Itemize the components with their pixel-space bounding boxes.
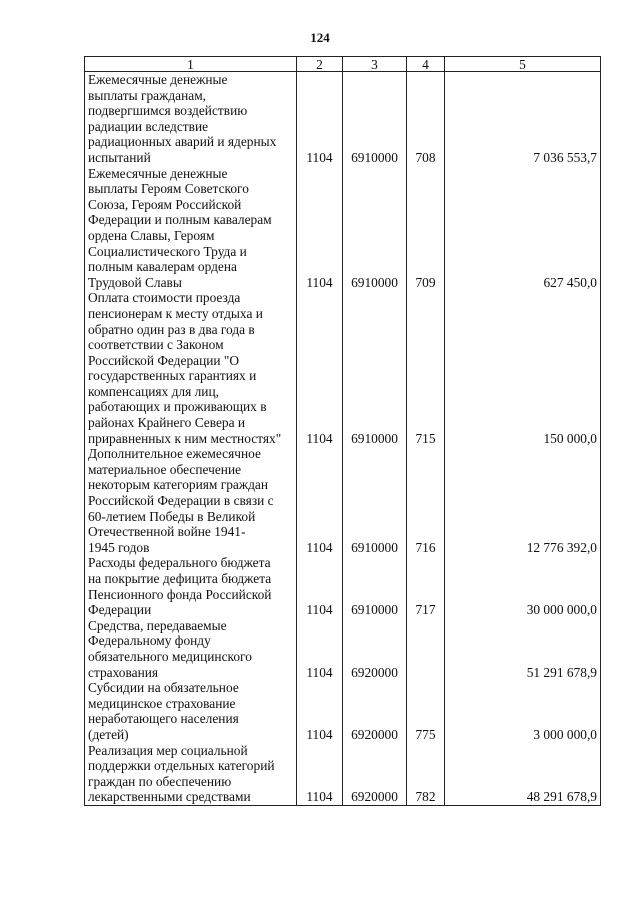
row-amount: 51 291 678,9 [445, 618, 601, 680]
row-section-code: 1104 [297, 555, 343, 617]
description-line: выплаты Героям Советского [88, 181, 249, 197]
row-amount: 30 000 000,0 [445, 555, 601, 617]
table-body [85, 72, 601, 806]
table-row [85, 290, 601, 446]
description-line: Пенсионного фонда Российской [88, 586, 272, 602]
row-expense-type: 709 [407, 166, 445, 291]
table-row [85, 72, 601, 166]
row-section-code: 1104 [297, 290, 343, 446]
row-expense-type: 782 [407, 743, 445, 806]
description-line: компенсациях для лиц, [88, 383, 219, 399]
description-line: Союза, Героям Российской [88, 196, 242, 212]
column-header-target-article: 3 [343, 57, 407, 72]
description-line: Российской Федерации в связи с [88, 493, 274, 509]
description-line: обратно один раз в два года в [88, 321, 255, 337]
description-line: материальное обеспечение [88, 461, 242, 477]
description-line: Дополнительное ежемесячное [88, 446, 261, 462]
column-header-expense-type: 4 [407, 57, 445, 72]
description-line: полным кавалерам ордена [88, 259, 237, 275]
row-target-article: 6910000 [343, 166, 407, 291]
description-line: 60-летием Победы в Великой [88, 508, 256, 524]
description-line: Российской Федерации "О [88, 352, 240, 368]
description-line: Отечественной войне 1941- [88, 524, 246, 540]
row-section-code: 1104 [297, 446, 343, 555]
row-description [85, 618, 297, 680]
description-line: подвергшимся воздействию [88, 103, 248, 119]
row-amount: 7 036 553,7 [445, 72, 601, 166]
description-line: на покрытие дефицита бюджета [88, 571, 272, 586]
row-section-code: 1104 [297, 166, 343, 291]
description-line: Ежемесячные денежные [88, 72, 228, 87]
row-target-article: 6910000 [343, 290, 407, 446]
table-row [85, 446, 601, 555]
row-section-code: 1104 [297, 680, 343, 742]
row-section-code: 1104 [297, 72, 343, 166]
description-line: Федерации [88, 602, 152, 618]
description-line: Средства, передаваемые [88, 617, 227, 633]
description-line: Трудовой Славы [88, 274, 182, 290]
description-line: (детей) [88, 726, 129, 742]
row-target-article: 6920000 [343, 618, 407, 680]
row-description [85, 446, 297, 555]
description-line: Федерации и полным кавалерам [88, 212, 272, 228]
row-target-article: 6910000 [343, 446, 407, 555]
row-expense-type: 717 [407, 555, 445, 617]
row-description [85, 166, 297, 291]
row-expense-type [407, 618, 445, 680]
column-header-amount: 5 [445, 57, 601, 72]
row-amount: 627 450,0 [445, 166, 601, 291]
description-line: поддержки отдельных категорий [88, 758, 275, 774]
description-line: Реализация мер социальной [88, 742, 248, 758]
description-line: Расходы федерального бюджета [88, 555, 271, 571]
row-target-article: 6920000 [343, 680, 407, 742]
table-header-row [85, 57, 601, 72]
row-amount: 48 291 678,9 [445, 743, 601, 806]
description-line: Ежемесячные денежные [88, 165, 228, 181]
description-line: Оплата стоимости проезда [88, 290, 241, 306]
description-line: обязательного медицинского [88, 648, 252, 664]
description-line: государственных гарантиях и [88, 368, 257, 384]
description-line: некоторым категориям граждан [88, 477, 269, 493]
description-line: пенсионерам к месту отдыха и [88, 305, 263, 321]
row-target-article: 6920000 [343, 743, 407, 806]
table-row [85, 680, 601, 742]
page-number: 124 [310, 30, 330, 45]
description-line: выплаты гражданам, [88, 87, 207, 103]
row-amount: 3 000 000,0 [445, 680, 601, 742]
table-row [85, 555, 601, 617]
description-line: приравненных к ним местностях" [88, 430, 282, 446]
description-line: Субсидии на обязательное [88, 680, 239, 696]
description-line: 1945 годов [88, 539, 150, 555]
description-line: Социалистического Труда и [88, 243, 247, 259]
table-row [85, 743, 601, 806]
budget-table [84, 56, 601, 806]
description-line: радиации вследствие [88, 118, 209, 134]
row-description [85, 555, 297, 617]
description-line: неработающего населения [88, 711, 239, 727]
description-line: медицинское страхование [88, 695, 236, 711]
description-line: районах Крайнего Севера и [88, 415, 246, 431]
row-description [85, 743, 297, 806]
row-description [85, 290, 297, 446]
row-amount: 12 776 392,0 [445, 446, 601, 555]
description-line: страхования [88, 664, 159, 680]
description-line: граждан по обеспечению [88, 773, 232, 789]
row-amount: 150 000,0 [445, 290, 601, 446]
row-section-code: 1104 [297, 618, 343, 680]
row-section-code: 1104 [297, 743, 343, 806]
description-line: ордена Славы, Героям [88, 227, 215, 243]
description-line: испытаний [88, 149, 151, 165]
row-expense-type: 716 [407, 446, 445, 555]
row-description [85, 72, 297, 166]
row-target-article: 6910000 [343, 72, 407, 166]
description-line: радиационных аварий и ядерных [88, 134, 277, 150]
row-expense-type: 708 [407, 72, 445, 166]
description-line: соответствии с Законом [88, 337, 224, 353]
row-description [85, 680, 297, 742]
row-expense-type: 775 [407, 680, 445, 742]
description-line: работающих и проживающих в [88, 399, 267, 415]
row-target-article: 6910000 [343, 555, 407, 617]
table-row [85, 618, 601, 680]
description-line: Федеральному фонду [88, 633, 211, 649]
row-expense-type: 715 [407, 290, 445, 446]
column-header-section: 2 [297, 57, 343, 72]
column-header-description: 1 [85, 57, 297, 72]
table-row [85, 166, 601, 291]
description-line: лекарственными средствами [88, 789, 251, 805]
